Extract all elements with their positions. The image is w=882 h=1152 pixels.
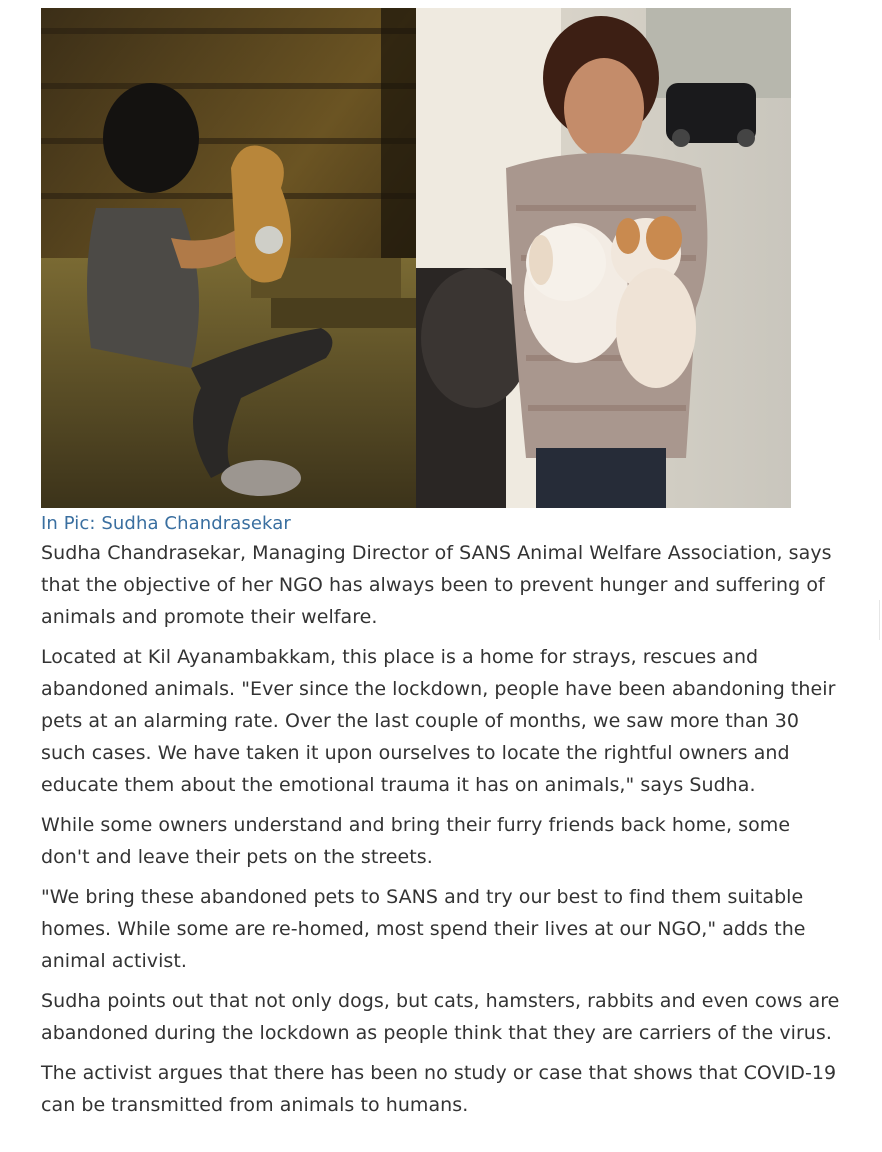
woman-feeding-dog-icon (41, 8, 416, 508)
photo-caption: In Pic: Sudha Chandrasekar (41, 513, 291, 534)
article (41, 8, 841, 1129)
photo-right (416, 8, 791, 508)
photo-collage (41, 8, 791, 508)
woman-holding-puppies-icon (416, 8, 791, 508)
article-paragraph-6: The activist argues that there has been no study or case that shows that COVID-19 can be transmitted from animals to humans. (41, 1062, 837, 1116)
article-paragraph-3: While some owners understand and bring their furry friends back home, some don't and leave their pets on the streets. (41, 814, 791, 868)
article-paragraph-2: Located at Kil Ayanambakkam, this place is a home for strays, rescues and abandoned animals. "Ever since the lockdown, people have been abandoning their pets at an alarming rate. Over the last couple of months, we saw more than 30 such cases. We have taken it upon ourselves to locate the rightful owners and educate them about the emotional trauma it has on animals," says Sudha. (41, 646, 836, 796)
article-paragraph-4: "We bring these abandoned pets to SANS and try our best to find them suitable homes. While some are re-homed, most spend their lives at our NGO," adds the animal activist. (41, 886, 806, 972)
photo-left (41, 8, 416, 508)
article-paragraph-1: Sudha Chandrasekar, Managing Director of SANS Animal Welfare Association, says that the objective of her NGO has always been to prevent hunger and suffering of animals and promote their welfare. (41, 542, 832, 628)
article-paragraph-5: Sudha points out that not only dogs, but cats, hamsters, rabbits and even cows are abandoned during the lockdown as people think that they are carriers of the virus. (41, 990, 840, 1044)
page-edge-divider (879, 600, 880, 640)
